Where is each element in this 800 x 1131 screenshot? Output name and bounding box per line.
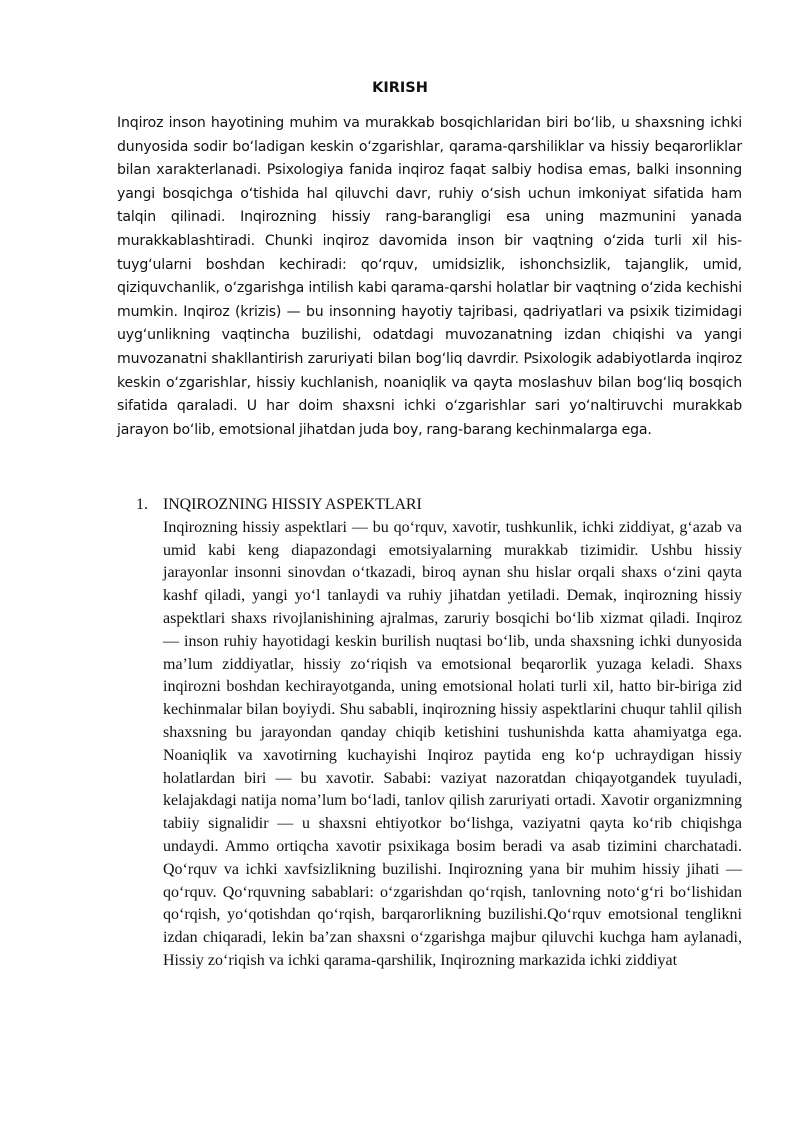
section-number: 1. xyxy=(136,496,148,513)
section-list xyxy=(136,494,742,973)
section-body-paragraph: Inqirozning hissiy aspektlari — bu qo‘rquv, xavotir, tushkunlik, ichki ziddiyat, g‘azab va umid kabi keng diapazondagi emotsiyalarning murakkab tizimidir. Ushbu hissiy jarayonlar insonni sinovdan o‘tkazadi, biroq aynan shu hislar orqali shaxs o‘zini qayta kashf qiladi, yangi yo‘l tanlaydi va ruhiy jihatdan yetiladi. Demak, inqirozning hissiy aspektlari shaxs rivojlanishining ajralmas, zaruriy bosqichi bo‘lib xizmat qiladi. Inqiroz — inson ruhiy hayotidagi keskin burilish nuqtasi bo‘lib, unda shaxsning ichki dunyosida ma’lum ziddiyatlar, hissiy zo‘riqish va emotsional beqarorlik yuzaga keladi. Shaxs inqirozni boshdan kechirayotganda, uning emotsional holati turli xil, hatto bir-biriga zid kechinmalar bilan boyiydi. Shu sababli, inqirozning hissiy aspektlarini chuqur tahlil qilish shaxsning bu jarayondan qanday chiqib ketishini tushunishda katta ahamiyatga ega. Noaniqlik va xavotirning kuchayishi Inqiroz paytida eng ko‘p uchraydigan hissiy holatlardan biri — bu xavotir. Sababi: vaziyat nazoratdan chiqayotgandek tuyuladi, kelajakdagi natija noma’lum bo‘ladi, tanlov qilish zaruriyati ortadi. Xavotir organizmning tabiiy signalidir — u shaxsni ehtiyotkor bo‘lishga, vaziyatni qayta ko‘rib chiqishga undaydi. Ammo ortiqcha xavotir psixikaga bosim beradi va asab tizimini charchatadi. Qo‘rquv va ichki xavfsizlikning buzilishi. Inqirozning yana bir muhim hissiy jihati — qo‘rquv. Qo‘rquvning sabablari: o‘zgarishdan qo‘rqish, tanlovning noto‘g‘ri bo‘lishidan qo‘rqish, yo‘qotishdan qo‘rqish, barqarorlikning buzilishi.Qo‘rquv emotsional tenglikni izdan chiqaradi, lekin ba’zan shaxsni o‘zgarishga majbur qiluvchi kuchga ham aylanadi, Hissiy zo‘riqish va ichki qarama-qarshilik, Inqirozning markazida ichki ziddiyat xyxy=(163,518,742,969)
section-heading: INQIROZNING HISSIY ASPEKTLARI xyxy=(163,496,422,513)
page-title: KIRISH xyxy=(372,80,428,96)
intro-paragraph: Inqiroz inson hayotining muhim va murakkab bosqichlaridan biri bo‘lib, u shaxsning ichki dunyosida sodir bo‘ladigan keskin o‘zgarishlar, qarama-qarshiliklar va hissiy beqarorliklar bilan xarakterlanadi. Psixologiya fanida inqiroz faqat salbiy hodisa emas, balki insonning yangi bosqichga o‘tishida hal qiluvchi davr, ruhiy o‘sish uchun imkoniyat sifatida ham talqin qilinadi. Inqirozning hissiy rang-barangligi esa uning mazmunini yanada murakkablashtiradi. Chunki inqiroz davomida inson bir vaqtning o‘zida turli xil his-tuyg‘ularni boshdan kechiradi: qo‘rquv, umidsizlik, ishonchsizlik, tajanglik, umid, qiziquvchanlik, o‘zgarishga intilish kabi qarama-qarshi holatlar bir vaqtning o‘zida kechishi mumkin. Inqiroz (krizis) — bu insonning hayotiy tajribasi, qadriyatlari va psixik tizimidagi uyg‘unlikning vaqtincha buzilishi, odatdagi muvozanatning izdan chiqishi va yangi muvozanatni shakllantirish zaruriyati bilan bog‘liq davrdir. Psixologik adabiyotlarda inqiroz keskin o‘zgarishlar, hissiy kuchlanish, noaniqlik va qayta moslashuv bilan bog‘liq bosqich sifatida qaraladi. U har doim shaxsni ichki o‘zgarishlar sari yo‘naltiruvchi murakkab jarayon bo‘lib, emotsional jihatdan juda boy, rang-barang kechinmalarga ega. xyxy=(117,115,742,438)
list-item xyxy=(136,494,742,973)
